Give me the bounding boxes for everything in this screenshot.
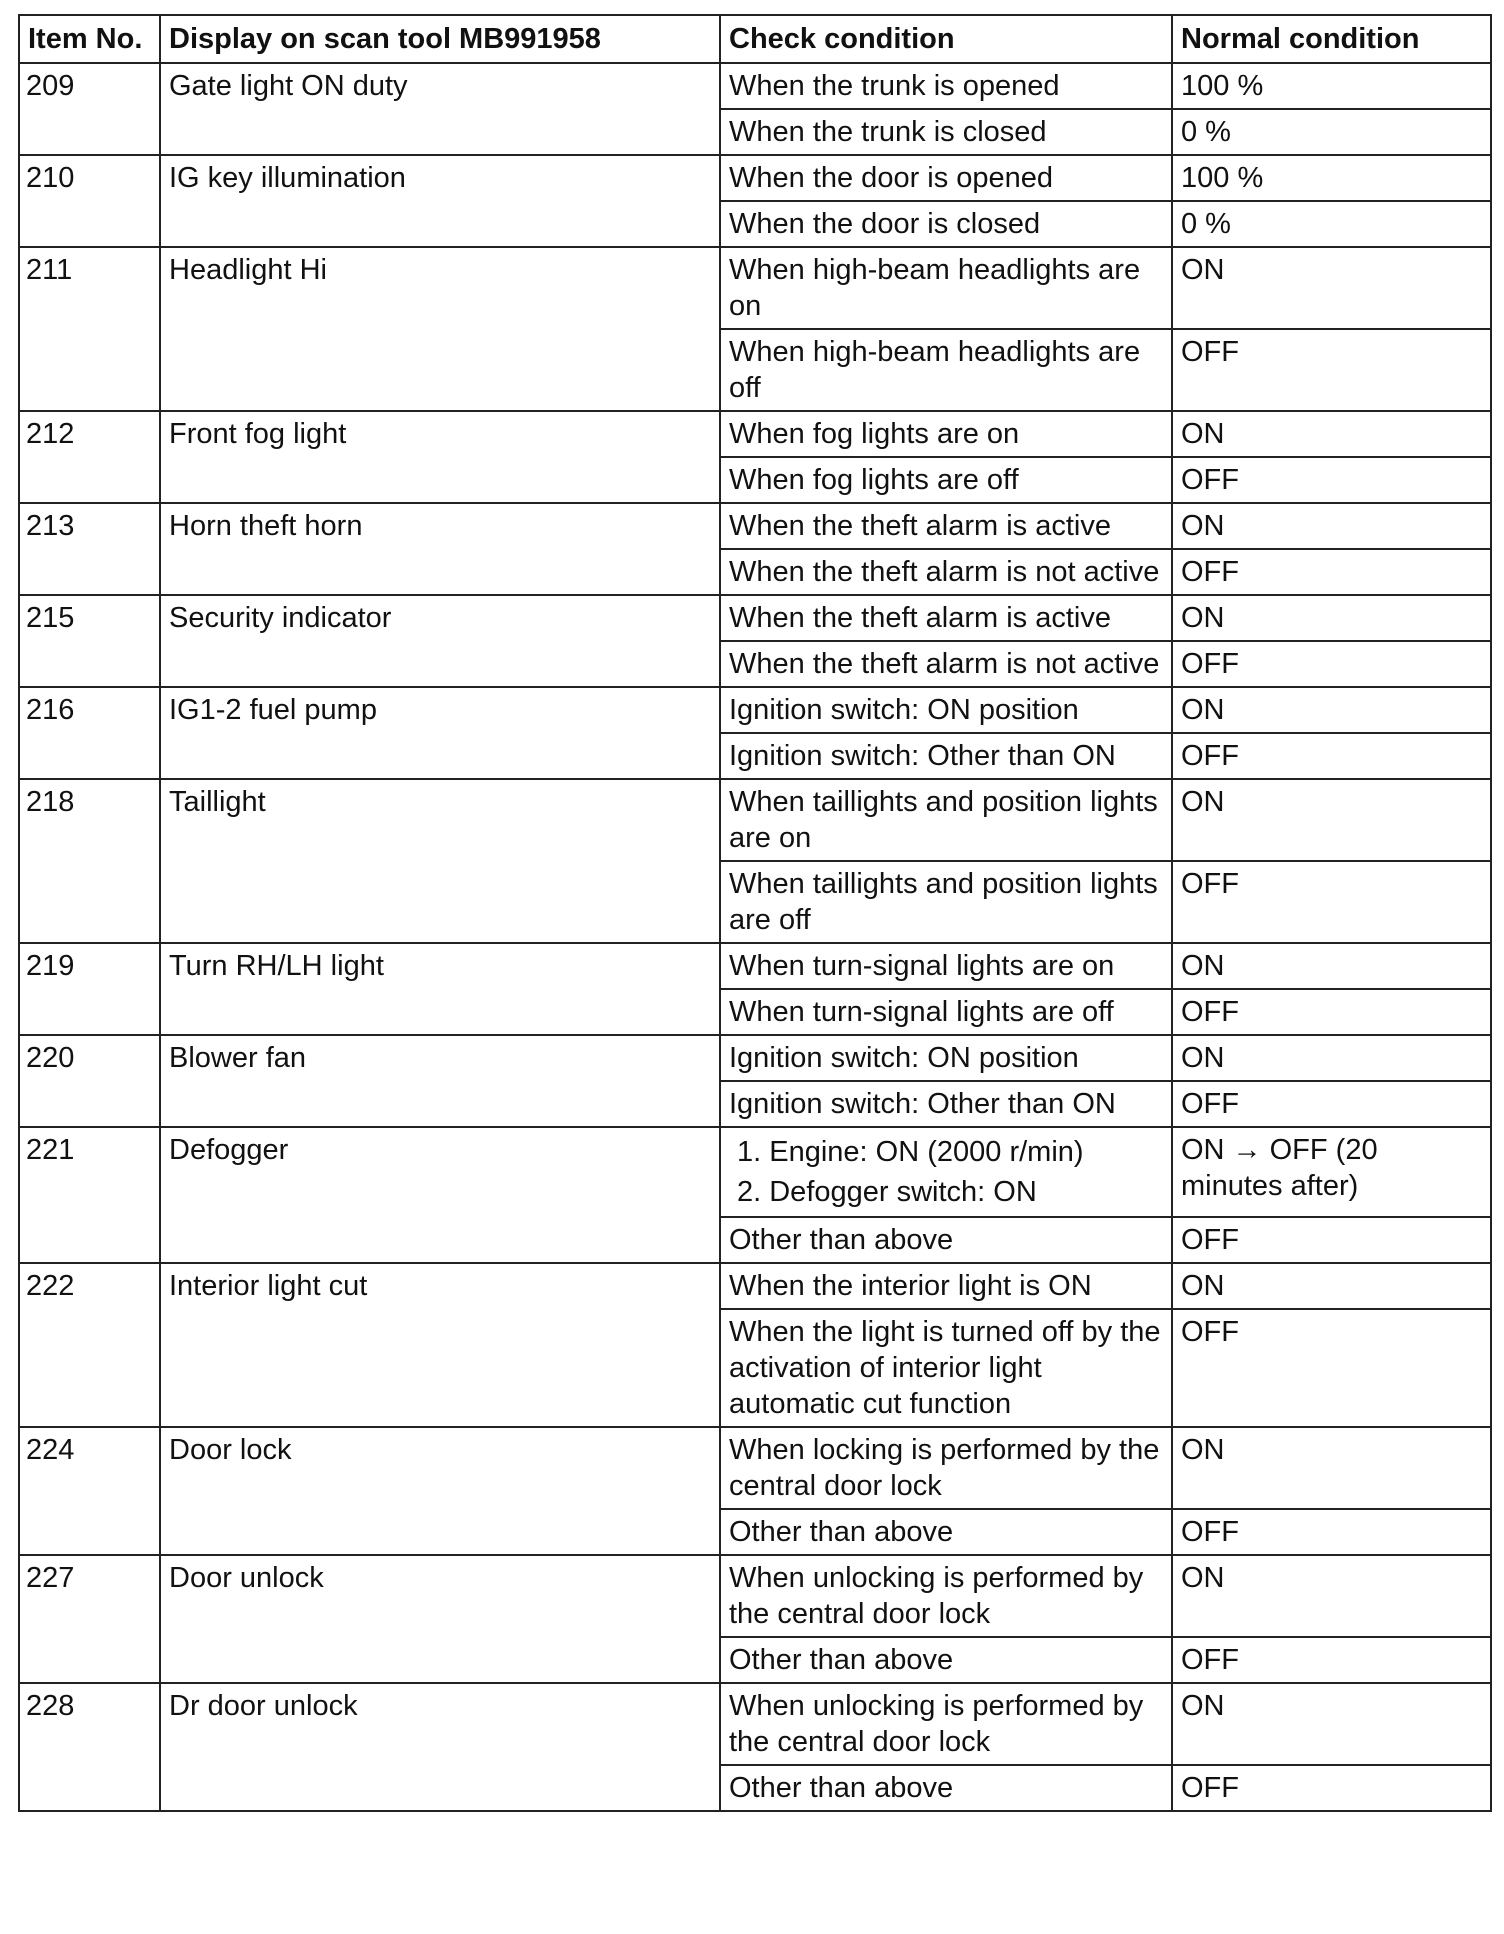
normal-condition-cell: OFF <box>1172 1765 1491 1811</box>
normal-condition-cell: ON <box>1172 595 1491 641</box>
display-name-cell: Blower fan <box>160 1035 720 1127</box>
normal-condition-cell: ON <box>1172 1427 1491 1509</box>
check-condition-cell: Other than above <box>720 1765 1172 1811</box>
header-item-no: Item No. <box>19 15 160 63</box>
normal-condition-cell: ON <box>1172 247 1491 329</box>
table-row <box>19 503 1491 549</box>
normal-condition-cell: OFF <box>1172 641 1491 687</box>
check-condition-cell: When high-beam headlights are off <box>720 329 1172 411</box>
header-check-condition: Check condition <box>720 15 1172 63</box>
check-condition-cell: When the theft alarm is active <box>720 595 1172 641</box>
check-condition-cell: When the interior light is ON <box>720 1263 1172 1309</box>
normal-condition-cell: 100 % <box>1172 63 1491 109</box>
item-number-cell: 215 <box>19 595 160 687</box>
normal-condition-cell: 0 % <box>1172 201 1491 247</box>
table-body <box>19 63 1491 1811</box>
normal-condition-cell: ON <box>1172 1263 1491 1309</box>
display-name-cell: Taillight <box>160 779 720 943</box>
check-condition-cell: When the theft alarm is not active <box>720 549 1172 595</box>
normal-condition-cell: 0 % <box>1172 109 1491 155</box>
check-condition-cell <box>720 1127 1172 1217</box>
table-row <box>19 411 1491 457</box>
item-number-cell: 220 <box>19 1035 160 1127</box>
item-number-cell: 218 <box>19 779 160 943</box>
item-number-cell: 227 <box>19 1555 160 1683</box>
check-condition-cell: When fog lights are on <box>720 411 1172 457</box>
header-display: Display on scan tool MB991958 <box>160 15 720 63</box>
normal-condition-cell: OFF <box>1172 1309 1491 1427</box>
check-condition-cell: Other than above <box>720 1509 1172 1555</box>
display-name-cell: Turn RH/LH light <box>160 943 720 1035</box>
display-name-cell: Defogger <box>160 1127 720 1263</box>
table-row <box>19 687 1491 733</box>
check-condition-cell: When the trunk is closed <box>720 109 1172 155</box>
check-condition-cell: When the door is closed <box>720 201 1172 247</box>
item-number-cell: 211 <box>19 247 160 411</box>
check-condition-cell: When the door is opened <box>720 155 1172 201</box>
display-name-cell: Front fog light <box>160 411 720 503</box>
check-condition-cell: Other than above <box>720 1217 1172 1263</box>
normal-condition-cell: ON <box>1172 411 1491 457</box>
item-number-cell: 221 <box>19 1127 160 1263</box>
normal-condition-cell: ON <box>1172 503 1491 549</box>
table-row <box>19 155 1491 201</box>
check-condition-cell: When the trunk is opened <box>720 63 1172 109</box>
check-condition-cell: When fog lights are off <box>720 457 1172 503</box>
normal-condition-cell: OFF <box>1172 989 1491 1035</box>
display-name-cell: Interior light cut <box>160 1263 720 1427</box>
check-condition-cell: When the theft alarm is active <box>720 503 1172 549</box>
table-row <box>19 1683 1491 1765</box>
display-name-cell: Security indicator <box>160 595 720 687</box>
check-condition-cell: When turn-signal lights are on <box>720 943 1172 989</box>
normal-condition-cell: ON <box>1172 1555 1491 1637</box>
check-condition-cell: When taillights and position lights are off <box>720 861 1172 943</box>
item-number-cell: 210 <box>19 155 160 247</box>
item-number-cell: 212 <box>19 411 160 503</box>
normal-condition-cell: ON <box>1172 1683 1491 1765</box>
display-name-cell: Dr door unlock <box>160 1683 720 1811</box>
table-row <box>19 247 1491 329</box>
table-row <box>19 1035 1491 1081</box>
normal-condition-cell: OFF <box>1172 1217 1491 1263</box>
normal-condition-cell: OFF <box>1172 549 1491 595</box>
check-condition-cell: When locking is performed by the central door lock <box>720 1427 1172 1509</box>
normal-condition-cell: OFF <box>1172 733 1491 779</box>
item-number-cell: 216 <box>19 687 160 779</box>
normal-condition-cell: 100 % <box>1172 155 1491 201</box>
item-number-cell: 228 <box>19 1683 160 1811</box>
check-condition-cell: When unlocking is performed by the central door lock <box>720 1555 1172 1637</box>
display-name-cell: IG1-2 fuel pump <box>160 687 720 779</box>
header-row <box>19 15 1491 63</box>
header-normal-condition: Normal condition <box>1172 15 1491 63</box>
normal-condition-cell: OFF <box>1172 1637 1491 1683</box>
display-name-cell: Headlight Hi <box>160 247 720 411</box>
check-condition-cell: When the light is turned off by the activation of interior light automatic cut function <box>720 1309 1172 1427</box>
table-row <box>19 943 1491 989</box>
normal-condition-cell: OFF <box>1172 861 1491 943</box>
normal-condition-cell: ON <box>1172 943 1491 989</box>
normal-condition-cell: ON <box>1172 1035 1491 1081</box>
normal-condition-cell: ON → OFF (20 minutes after) <box>1172 1127 1491 1217</box>
item-number-cell: 209 <box>19 63 160 155</box>
check-condition-cell: When the theft alarm is not active <box>720 641 1172 687</box>
table-row <box>19 63 1491 109</box>
display-name-cell: Door unlock <box>160 1555 720 1683</box>
table-row <box>19 1127 1491 1217</box>
item-number-cell: 222 <box>19 1263 160 1427</box>
check-condition-cell: When high-beam headlights are on <box>720 247 1172 329</box>
normal-condition-cell: OFF <box>1172 329 1491 411</box>
display-name-cell: Gate light ON duty <box>160 63 720 155</box>
table-row <box>19 595 1491 641</box>
check-condition-step: 1. Engine: ON (2000 r/min) <box>737 1136 1084 1168</box>
normal-condition-cell: ON <box>1172 687 1491 733</box>
normal-condition-cell: OFF <box>1172 1509 1491 1555</box>
normal-condition-cell: OFF <box>1172 1081 1491 1127</box>
table-row <box>19 779 1491 861</box>
check-condition-cell: When unlocking is performed by the central door lock <box>720 1683 1172 1765</box>
check-condition-cell: When taillights and position lights are on <box>720 779 1172 861</box>
check-condition-cell: Ignition switch: ON position <box>720 687 1172 733</box>
check-condition-cell: Ignition switch: Other than ON <box>720 1081 1172 1127</box>
display-name-cell: Door lock <box>160 1427 720 1555</box>
table-row <box>19 1555 1491 1637</box>
check-condition-cell: When turn-signal lights are off <box>720 989 1172 1035</box>
check-condition-step: 2. Defogger switch: ON <box>737 1176 1037 1208</box>
normal-condition-cell: OFF <box>1172 457 1491 503</box>
table-row <box>19 1427 1491 1509</box>
check-condition-cell: Other than above <box>720 1637 1172 1683</box>
display-name-cell: IG key illumination <box>160 155 720 247</box>
check-condition-cell: Ignition switch: ON position <box>720 1035 1172 1081</box>
normal-condition-cell: ON <box>1172 779 1491 861</box>
scan-tool-data-table <box>18 14 1492 1812</box>
check-condition-cell: Ignition switch: Other than ON <box>720 733 1172 779</box>
item-number-cell: 224 <box>19 1427 160 1555</box>
item-number-cell: 219 <box>19 943 160 1035</box>
item-number-cell: 213 <box>19 503 160 595</box>
display-name-cell: Horn theft horn <box>160 503 720 595</box>
table-row <box>19 1263 1491 1309</box>
